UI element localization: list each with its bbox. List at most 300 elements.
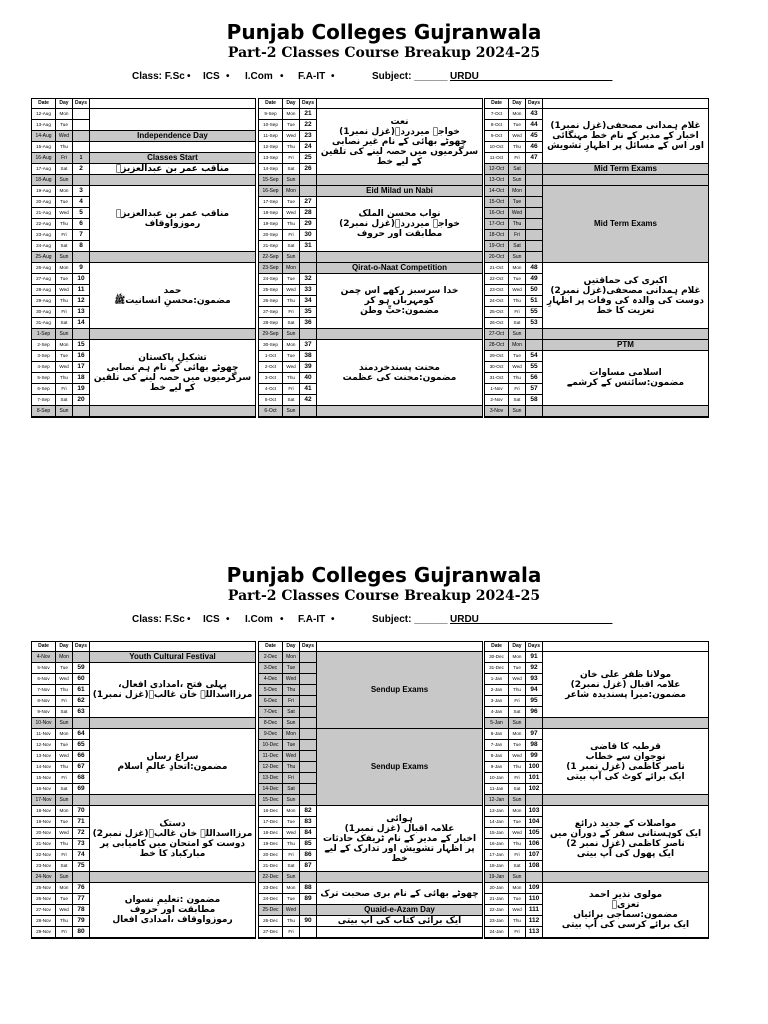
- day-count-cell: 93: [526, 674, 543, 684]
- day-cell: Wed: [283, 362, 300, 372]
- date-cell: 7-Nov: [32, 685, 56, 695]
- date-cell: 18-Dec: [259, 828, 283, 838]
- day-count-cell: 102: [526, 784, 543, 794]
- option-ics: ICS: [203, 71, 220, 82]
- day-cell: Tue: [283, 740, 300, 750]
- day-cell: Fri: [56, 384, 73, 394]
- day-count-cell: [73, 131, 90, 141]
- date-cell: 1-Oct: [259, 351, 283, 361]
- date-cell: 7-Sep: [32, 395, 56, 405]
- subject-label: Subject: ______: [372, 614, 448, 625]
- day-cell: Thu: [509, 685, 526, 695]
- day-count-cell: 11: [73, 285, 90, 295]
- date-cell: 23-Jan: [485, 916, 509, 926]
- day-count-cell: 66: [73, 751, 90, 761]
- class-label: Class: F.Sc: [132, 614, 185, 625]
- day-count-cell: 100: [526, 762, 543, 772]
- day-cell: Sun: [509, 175, 526, 185]
- column-header-days: Days: [526, 99, 543, 108]
- date-cell: 8-Sep: [32, 406, 56, 416]
- day-cell: Tue: [509, 351, 526, 361]
- day-count-cell: 31: [300, 241, 317, 251]
- day-count-cell: 30: [300, 230, 317, 240]
- day-count-cell: 53: [526, 318, 543, 328]
- day-cell: Mon: [56, 186, 73, 196]
- date-cell: 18-Aug: [32, 175, 56, 185]
- day-count-cell: 97: [526, 729, 543, 739]
- day-cell: Sun: [56, 175, 73, 185]
- day-cell: Fri: [56, 927, 73, 937]
- day-cell: Mon: [509, 806, 526, 816]
- day-count-cell: 5: [73, 208, 90, 218]
- subject-cell: مناقب عمر بن عبدالعزیزؒ: [90, 164, 255, 175]
- day-cell: Sat: [56, 164, 73, 174]
- day-count-cell: 82: [300, 806, 317, 816]
- day-cell: Thu: [56, 839, 73, 849]
- date-cell: 3-Dec: [259, 663, 283, 673]
- date-cell: 1-Jan: [485, 674, 509, 684]
- date-cell: 13-Oct: [485, 175, 509, 185]
- day-cell: Sat: [56, 395, 73, 405]
- date-cell: 11-Sep: [259, 131, 283, 141]
- schedule-table-nov: [31, 641, 256, 939]
- day-cell: Sun: [283, 795, 300, 805]
- day-cell: Mon: [283, 186, 300, 196]
- day-count-cell: 32: [300, 274, 317, 284]
- day-count-cell: [300, 872, 317, 882]
- day-cell: Thu: [509, 373, 526, 383]
- day-count-cell: 70: [73, 806, 90, 816]
- option-fait: F.A-IT: [298, 71, 326, 82]
- day-cell: Wed: [509, 285, 526, 295]
- day-count-cell: [300, 252, 317, 262]
- day-count-cell: 109: [526, 883, 543, 893]
- subject-cell: مناقب عمر بن عبدالعزیزؒ رموزواوقاف: [90, 186, 255, 252]
- day-cell: Sat: [56, 861, 73, 871]
- date-cell: 19-Nov: [32, 817, 56, 827]
- empty-subject-cell: [543, 872, 708, 883]
- day-count-cell: 22: [300, 120, 317, 130]
- subject-cell: ایک برائی کتاب کی آپ بیتی: [317, 916, 482, 927]
- day-count-cell: 95: [526, 696, 543, 706]
- date-cell: 31-Oct: [485, 373, 509, 383]
- date-cell: 29-Nov: [32, 927, 56, 937]
- day-cell: Fri: [56, 850, 73, 860]
- subject-cell: اسلامی مساوات مضمون:سائنس کے کرشمے: [543, 351, 708, 406]
- column-header-day: Day: [56, 642, 73, 651]
- day-cell: Thu: [56, 296, 73, 306]
- day-cell: Thu: [56, 685, 73, 695]
- day-cell: Mon: [56, 729, 73, 739]
- day-count-cell: 60: [73, 674, 90, 684]
- date-cell: 16-Sep: [259, 186, 283, 196]
- day-cell: Fri: [56, 773, 73, 783]
- date-cell: 25-Aug: [32, 252, 56, 262]
- day-cell: Fri: [283, 307, 300, 317]
- day-cell: Fri: [283, 384, 300, 394]
- date-cell: 25-Oct: [485, 307, 509, 317]
- day-count-cell: 44: [526, 120, 543, 130]
- date-cell: 17-Oct: [485, 219, 509, 229]
- day-count-cell: [526, 795, 543, 805]
- day-cell: Fri: [56, 696, 73, 706]
- day-count-cell: [73, 652, 90, 662]
- date-cell: 27-Sep: [259, 307, 283, 317]
- day-cell: Sun: [509, 795, 526, 805]
- day-cell: Wed: [509, 828, 526, 838]
- date-cell: 24-Oct: [485, 296, 509, 306]
- day-count-cell: 51: [526, 296, 543, 306]
- day-count-cell: 21: [300, 109, 317, 119]
- day-count-cell: 108: [526, 861, 543, 871]
- day-cell: Sat: [509, 707, 526, 717]
- subject-cell: سراغ رساں مضمون:اتحادِ عالمِ اسلام: [90, 729, 255, 795]
- day-count-cell: 90: [300, 916, 317, 926]
- day-cell: Tue: [56, 197, 73, 207]
- day-cell: Sun: [56, 329, 73, 339]
- column-header-days: Days: [73, 642, 90, 651]
- date-cell: 14-Jan: [485, 817, 509, 827]
- date-cell: 5-Dec: [259, 685, 283, 695]
- day-count-cell: 41: [300, 384, 317, 394]
- day-cell: Sat: [56, 318, 73, 328]
- date-cell: 3-Jan: [485, 696, 509, 706]
- date-cell: 27-Oct: [485, 329, 509, 339]
- day-count-cell: [300, 175, 317, 185]
- date-cell: 11-Oct: [485, 153, 509, 163]
- subject-cell: مولوی نذیر احمد تعزیؒ مضمون:سماجی برائیاں ایک برائے کرسی کی آپ بیتی: [543, 883, 708, 938]
- subject-value: URDU________________________: [450, 71, 613, 82]
- day-cell: Fri: [56, 307, 73, 317]
- day-count-cell: 110: [526, 894, 543, 904]
- empty-subject-cell: [90, 795, 255, 806]
- day-count-cell: 57: [526, 384, 543, 394]
- day-cell: Sat: [283, 164, 300, 174]
- date-cell: 7-Oct: [485, 109, 509, 119]
- column-header-day: Day: [283, 642, 300, 651]
- date-cell: 31-Aug: [32, 318, 56, 328]
- subject-cell: مولانا ظفر علی خان علامہ اقبال (غزل نمبر2) مضمون:میرا پسندیدہ شاعر: [543, 652, 708, 718]
- day-count-cell: 34: [300, 296, 317, 306]
- empty-subject-cell: [317, 406, 482, 417]
- date-cell: 29-Sep: [259, 329, 283, 339]
- option-icom: I.Com: [245, 614, 273, 625]
- day-count-cell: 107: [526, 850, 543, 860]
- day-count-cell: 71: [73, 817, 90, 827]
- date-cell: 14-Aug: [32, 131, 56, 141]
- date-cell: 29-Oct: [485, 351, 509, 361]
- day-count-cell: 8: [73, 241, 90, 251]
- subject-cell: غلام ہمدانی مصحفی(غزل نمبر1) اخبار کے مدیر کے نام خط مہنگائی اور اس کے مسائل پر اظہارِ تشویش: [543, 109, 708, 164]
- date-cell: 9-Oct: [485, 131, 509, 141]
- date-cell: 13-Jan: [485, 806, 509, 816]
- date-cell: 8-Dec: [259, 718, 283, 728]
- bullet: •: [280, 614, 284, 625]
- empty-subject-cell: [543, 406, 708, 417]
- day-cell: Wed: [283, 828, 300, 838]
- day-cell: Wed: [56, 208, 73, 218]
- table-header: [32, 99, 255, 109]
- day-count-cell: 105: [526, 828, 543, 838]
- date-cell: 24-Aug: [32, 241, 56, 251]
- day-count-cell: [300, 652, 317, 662]
- date-cell: 21-Jan: [485, 894, 509, 904]
- date-cell: 5-Sep: [32, 373, 56, 383]
- column-header-days: Days: [526, 642, 543, 651]
- date-cell: 20-Aug: [32, 197, 56, 207]
- date-cell: 14-Dec: [259, 784, 283, 794]
- day-cell: Mon: [56, 806, 73, 816]
- day-cell: Wed: [283, 131, 300, 141]
- subject-cell: قرطبہ کا قاضی نوجوان سے خطاب ناصر کاظمی (غزل نمبر 1) ایک برائے کوٹ کی آپ بیتی: [543, 729, 708, 795]
- date-cell: 2-Dec: [259, 652, 283, 662]
- day-count-cell: 23: [300, 131, 317, 141]
- day-cell: Thu: [509, 142, 526, 152]
- day-cell: Sun: [283, 872, 300, 882]
- date-cell: 16-Dec: [259, 806, 283, 816]
- date-cell: 26-Dec: [259, 916, 283, 926]
- day-count-cell: 54: [526, 351, 543, 361]
- empty-subject-cell: [90, 252, 255, 263]
- day-cell: Mon: [283, 340, 300, 350]
- date-cell: 26-Aug: [32, 263, 56, 273]
- day-cell: Sat: [509, 318, 526, 328]
- day-cell: Fri: [509, 696, 526, 706]
- date-cell: 30-Oct: [485, 362, 509, 372]
- day-count-cell: 76: [73, 883, 90, 893]
- day-cell: Mon: [56, 652, 73, 662]
- date-cell: 25-Dec: [259, 905, 283, 915]
- bullet: •: [331, 71, 335, 82]
- date-cell: 21-Nov: [32, 839, 56, 849]
- column-header-day: Day: [56, 99, 73, 108]
- day-count-cell: 58: [526, 395, 543, 405]
- date-cell: 28-Aug: [32, 285, 56, 295]
- event-cell: Mid Term Exams: [543, 186, 708, 263]
- day-count-cell: [300, 329, 317, 339]
- date-cell: 10-Jan: [485, 773, 509, 783]
- day-count-cell: [73, 795, 90, 805]
- day-count-cell: 37: [300, 340, 317, 350]
- event-cell: Independence Day: [90, 131, 255, 142]
- date-cell: 7-Jan: [485, 740, 509, 750]
- event-cell: Eid Milad un Nabi: [317, 186, 482, 197]
- day-count-cell: 16: [73, 351, 90, 361]
- day-count-cell: [526, 197, 543, 207]
- day-count-cell: 85: [300, 839, 317, 849]
- date-cell: 9-Jan: [485, 762, 509, 772]
- date-cell: 20-Jan: [485, 883, 509, 893]
- date-cell: 15-Jan: [485, 828, 509, 838]
- day-count-cell: 18: [73, 373, 90, 383]
- date-cell: 21-Aug: [32, 208, 56, 218]
- column-header-date: Date: [485, 642, 509, 651]
- date-cell: 9-Dec: [259, 729, 283, 739]
- day-cell: Thu: [283, 219, 300, 229]
- day-count-cell: 6: [73, 219, 90, 229]
- day-count-cell: 86: [300, 850, 317, 860]
- day-cell: Tue: [509, 740, 526, 750]
- day-count-cell: 87: [300, 861, 317, 871]
- date-cell: 26-Oct: [485, 318, 509, 328]
- date-cell: 21-Dec: [259, 861, 283, 871]
- day-cell: Mon: [56, 340, 73, 350]
- date-cell: 3-Nov: [485, 406, 509, 416]
- date-cell: 29-Aug: [32, 296, 56, 306]
- date-cell: 19-Sep: [259, 219, 283, 229]
- date-cell: 19-Aug: [32, 186, 56, 196]
- date-cell: 8-Oct: [485, 120, 509, 130]
- day-cell: Sun: [509, 718, 526, 728]
- day-count-cell: 39: [300, 362, 317, 372]
- day-count-cell: 19: [73, 384, 90, 394]
- day-cell: Sun: [56, 872, 73, 882]
- day-cell: Tue: [283, 663, 300, 673]
- day-count-cell: 1: [73, 153, 90, 163]
- date-cell: 12-Sep: [259, 142, 283, 152]
- date-cell: 1-Sep: [32, 329, 56, 339]
- date-cell: 30-Sep: [259, 340, 283, 350]
- day-count-cell: [300, 718, 317, 728]
- date-cell: 23-Nov: [32, 861, 56, 871]
- day-cell: Sun: [56, 718, 73, 728]
- date-cell: 17-Sep: [259, 197, 283, 207]
- schedule-table-sep-oct: [258, 98, 483, 418]
- subject-cell: نواب محسن الملک خواجہ میردردؒ(غزل نمبر2) مطابقت اور حروف: [317, 197, 482, 252]
- day-count-cell: [300, 905, 317, 915]
- date-cell: 28-Oct: [485, 340, 509, 350]
- subject-cell: پہلی فتح ،امدادی افعال، مرزااسداللہ خان غالبؔ(غزل نمبر1): [90, 663, 255, 718]
- column-header-date: Date: [485, 99, 509, 108]
- day-count-cell: 55: [526, 362, 543, 372]
- day-cell: Mon: [509, 652, 526, 662]
- day-cell: Sat: [283, 784, 300, 794]
- day-count-cell: 24: [300, 142, 317, 152]
- date-cell: 17-Aug: [32, 164, 56, 174]
- day-cell: Fri: [509, 384, 526, 394]
- day-cell: Fri: [509, 307, 526, 317]
- date-cell: 15-Aug: [32, 142, 56, 152]
- day-count-cell: [73, 109, 90, 119]
- date-cell: 16-Oct: [485, 208, 509, 218]
- day-cell: Wed: [509, 674, 526, 684]
- day-cell: Wed: [283, 905, 300, 915]
- event-cell: Sendup Exams: [317, 652, 482, 729]
- day-count-cell: [73, 718, 90, 728]
- day-cell: Fri: [283, 927, 300, 937]
- day-cell: Fri: [56, 153, 73, 163]
- schedule-table-oct-nov: [484, 98, 709, 418]
- column-header-date: Date: [32, 99, 56, 108]
- day-count-cell: 78: [73, 905, 90, 915]
- day-count-cell: 9: [73, 263, 90, 273]
- day-cell: Tue: [509, 120, 526, 130]
- day-cell: Wed: [509, 905, 526, 915]
- day-cell: Tue: [283, 817, 300, 827]
- schedule-table-dec: [258, 641, 483, 939]
- subject-cell: نعت خواجہ میردردؒ(غزل نمبر1) چھوٹے بھائی کے نام غیر نصابی سرگرمیوں میں حصہ لینے کی تلقین کے لیے خط: [317, 109, 482, 175]
- date-cell: 12-Dec: [259, 762, 283, 772]
- subject-cell: حمد مضمون:محسنِ انسانیتﷺ: [90, 263, 255, 329]
- table-header: [32, 642, 255, 652]
- day-count-cell: [300, 406, 317, 416]
- day-count-cell: [73, 120, 90, 130]
- day-count-cell: [300, 729, 317, 739]
- date-cell: 4-Oct: [259, 384, 283, 394]
- day-cell: Wed: [283, 285, 300, 295]
- date-cell: 30-Dec: [485, 652, 509, 662]
- day-count-cell: [526, 208, 543, 218]
- day-count-cell: 55: [526, 307, 543, 317]
- date-cell: 6-Jan: [485, 729, 509, 739]
- event-cell: Sendup Exams: [317, 729, 482, 806]
- date-cell: 23-Dec: [259, 883, 283, 893]
- date-cell: 19-Oct: [485, 241, 509, 251]
- bullet: •: [331, 614, 335, 625]
- day-count-cell: 25: [300, 153, 317, 163]
- date-cell: 22-Jan: [485, 905, 509, 915]
- day-cell: Thu: [56, 762, 73, 772]
- column-header-days: Days: [300, 99, 317, 108]
- date-cell: 6-Dec: [259, 696, 283, 706]
- day-cell: Sun: [283, 252, 300, 262]
- date-cell: 28-Nov: [32, 916, 56, 926]
- subject-cell: تشکیلِ پاکستان چھوٹے بھائی کے نام ہم نصابی سرگرمیوں میں حصہ لینے کی تلقین کے لیے خط: [90, 340, 255, 406]
- day-cell: Wed: [283, 208, 300, 218]
- day-count-cell: 84: [300, 828, 317, 838]
- day-count-cell: 42: [300, 395, 317, 405]
- day-cell: Thu: [509, 839, 526, 849]
- day-cell: Thu: [509, 296, 526, 306]
- day-count-cell: [300, 696, 317, 706]
- day-cell: Fri: [509, 773, 526, 783]
- day-cell: Fri: [509, 927, 526, 937]
- day-cell: Wed: [56, 674, 73, 684]
- day-count-cell: [526, 872, 543, 882]
- day-cell: Wed: [509, 362, 526, 372]
- date-cell: 4-Jan: [485, 707, 509, 717]
- day-count-cell: [300, 795, 317, 805]
- date-cell: 20-Dec: [259, 850, 283, 860]
- day-cell: Wed: [56, 828, 73, 838]
- day-count-cell: 20: [73, 395, 90, 405]
- event-cell: PTM: [543, 340, 708, 351]
- date-cell: 19-Dec: [259, 839, 283, 849]
- day-count-cell: [73, 175, 90, 185]
- day-count-cell: 56: [526, 373, 543, 383]
- day-cell: Wed: [56, 131, 73, 141]
- date-cell: 13-Nov: [32, 751, 56, 761]
- empty-subject-cell: [90, 872, 255, 883]
- date-cell: 5-Oct: [259, 395, 283, 405]
- column-header-date: Date: [259, 99, 283, 108]
- day-cell: Thu: [56, 142, 73, 152]
- day-count-cell: [526, 329, 543, 339]
- day-count-cell: 61: [73, 685, 90, 695]
- event-cell: Mid Term Exams: [543, 164, 708, 175]
- date-cell: 31-Dec: [485, 663, 509, 673]
- date-cell: 14-Sep: [259, 164, 283, 174]
- date-cell: 20-Oct: [485, 252, 509, 262]
- date-cell: 24-Dec: [259, 894, 283, 904]
- subject-value: URDU________________________: [450, 614, 613, 625]
- date-cell: 27-Dec: [259, 927, 283, 937]
- day-count-cell: 67: [73, 762, 90, 772]
- day-cell: Sat: [283, 861, 300, 871]
- date-cell: 24-Nov: [32, 872, 56, 882]
- table-header: [485, 642, 708, 652]
- day-cell: Thu: [56, 219, 73, 229]
